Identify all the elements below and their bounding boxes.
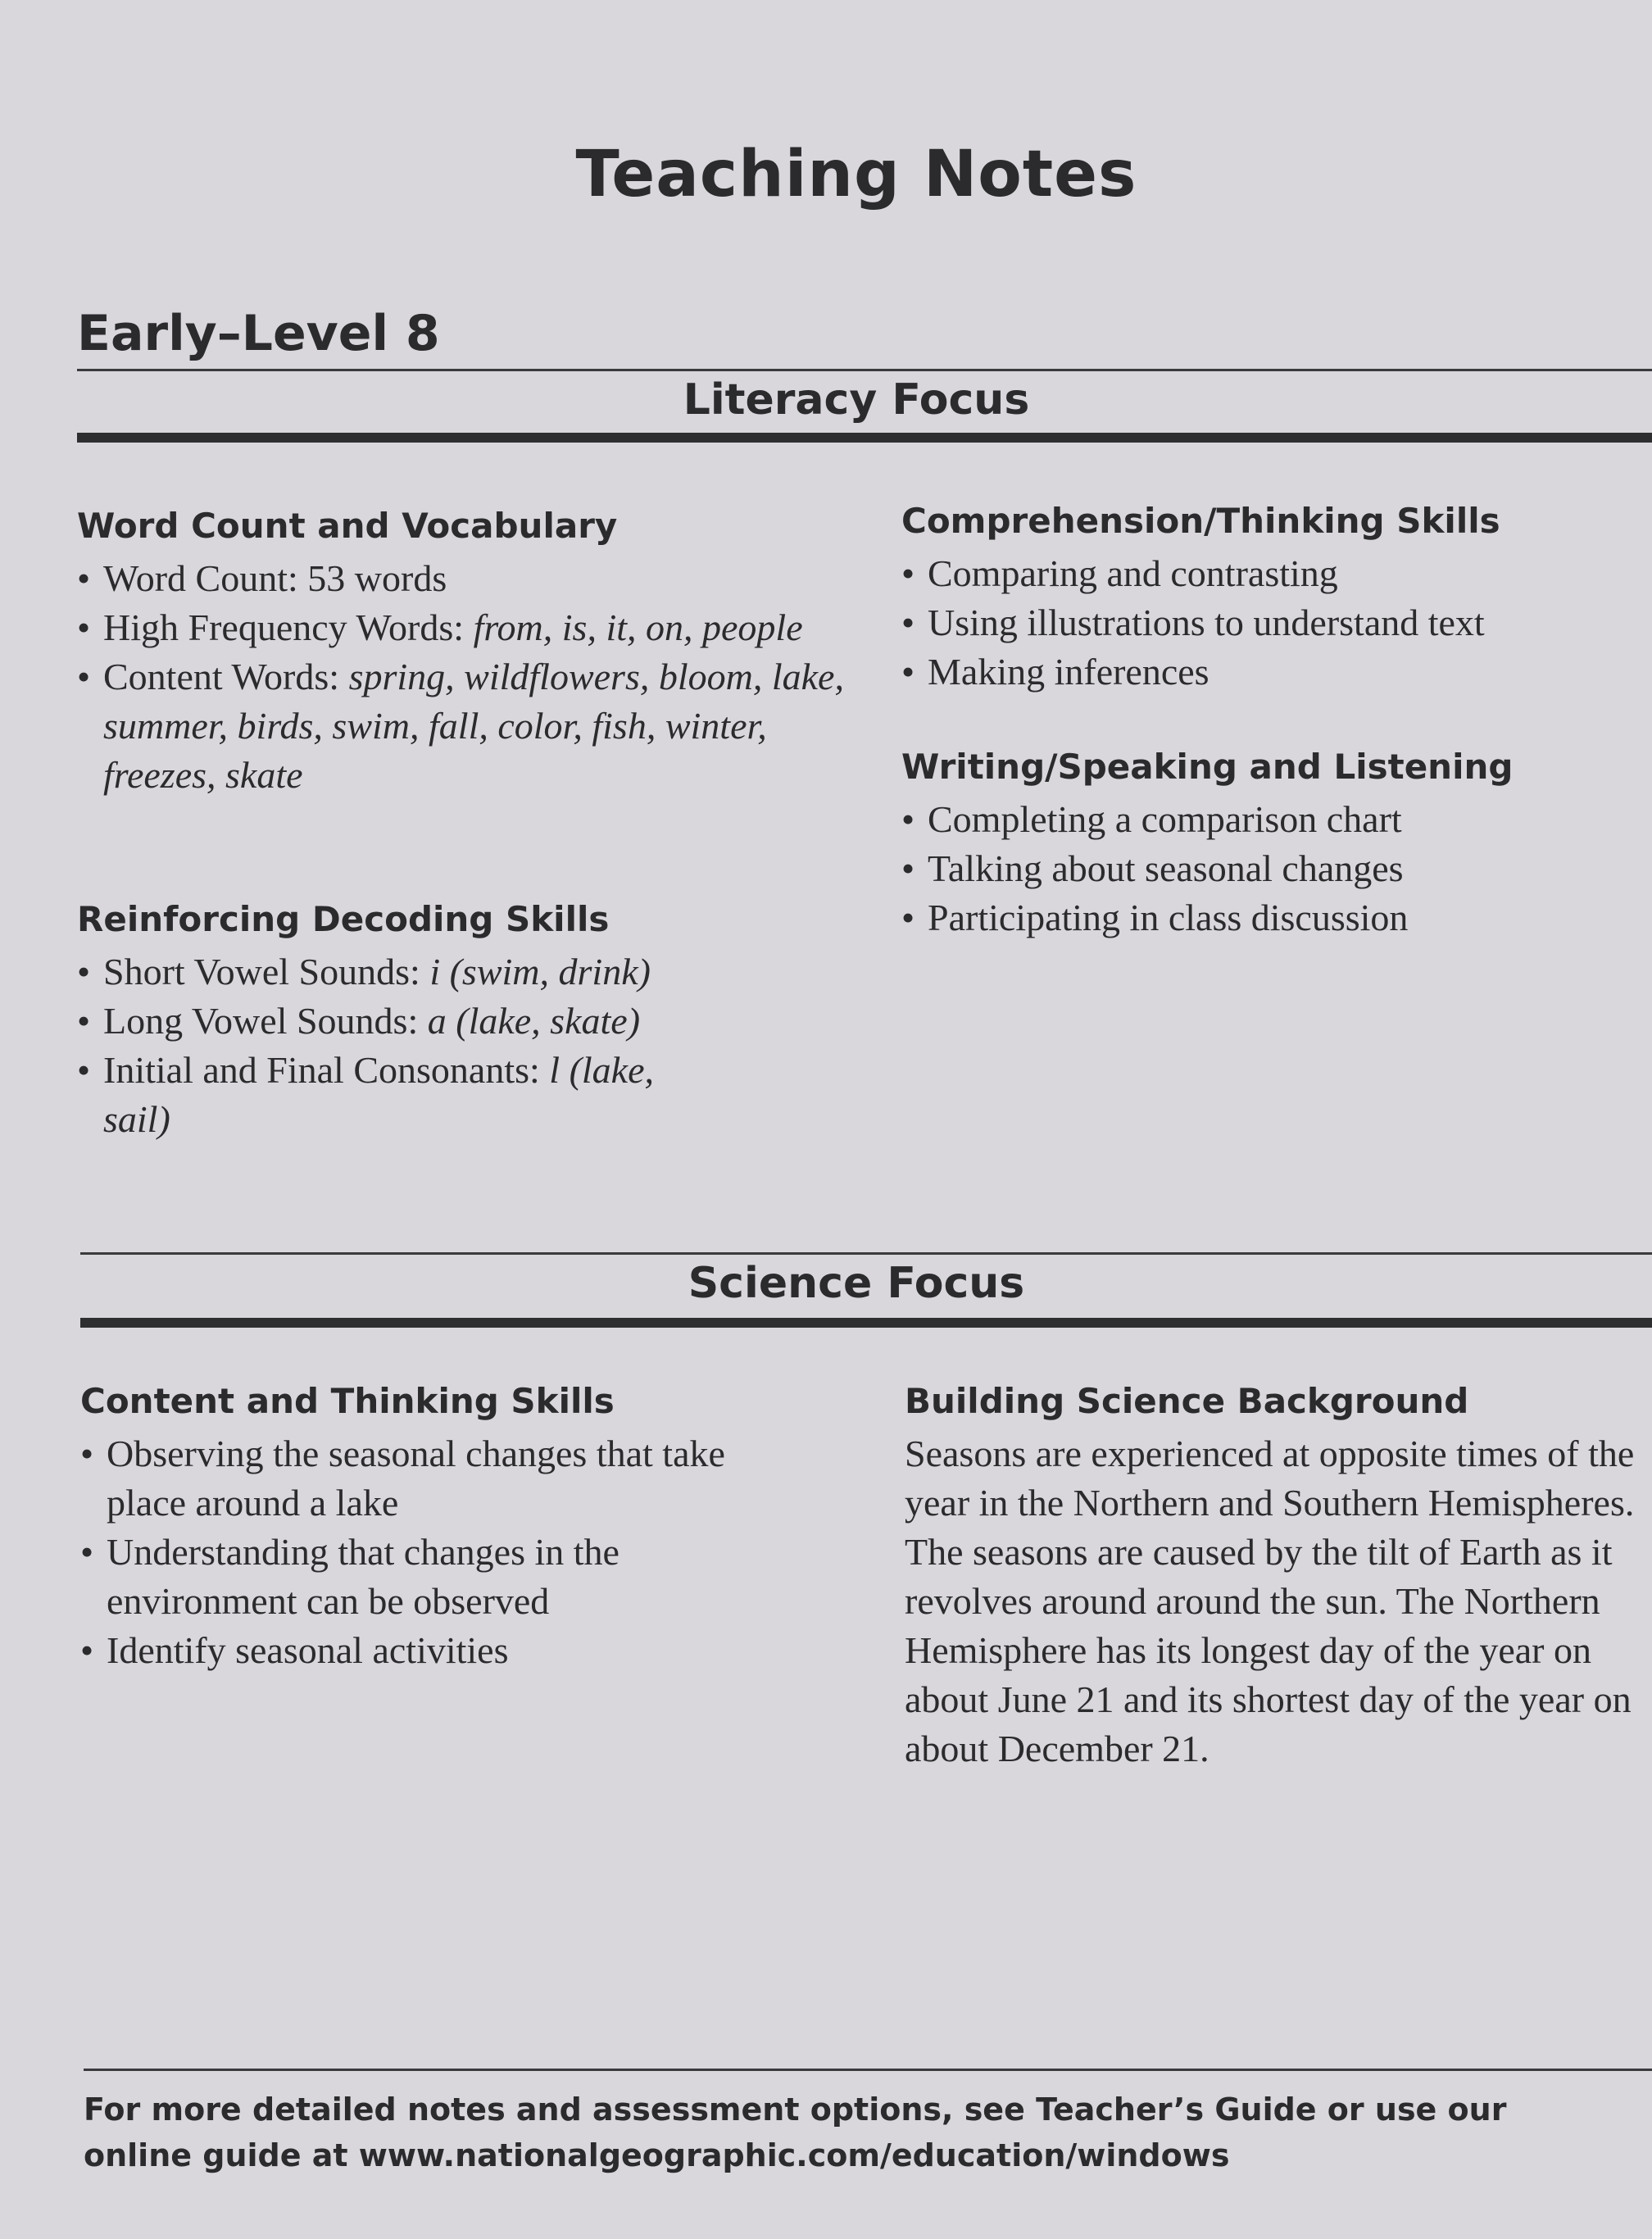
list-item: • Observing the seasonal changes that take place around a lake xyxy=(80,1433,725,1524)
list-item: • Making inferences xyxy=(901,651,1210,693)
list-item: • Understanding that changes in the environment can be observed xyxy=(80,1531,620,1622)
word-count-heading: Word Count and Vocabulary xyxy=(77,506,618,546)
list-item: • Short Vowel Sounds: i (swim, drink) xyxy=(77,951,651,992)
science-background-section xyxy=(905,1377,1642,1773)
list-item: • Using illustrations to understand text xyxy=(901,602,1485,643)
decoding-heading: Reinforcing Decoding Skills xyxy=(77,899,610,939)
decoding-section xyxy=(77,895,815,1144)
list-item: • Long Vowel Sounds: a (lake, skate) xyxy=(77,1000,641,1042)
writing-heading: Writing/Speaking and Listening xyxy=(901,747,1514,787)
list-item: • Comparing and contrasting xyxy=(901,552,1338,594)
word-count-section xyxy=(77,502,847,800)
science-background-text: Seasons are experienced at opposite times of the year in the Northern and Southern Hemispheres. The seasons are caused by the tilt of Earth as it revolves around around the sun. The Northern Hemisphere has its longest day of the year on about June 21 and its shortest day of the year on about December 21. xyxy=(905,1433,1635,1769)
list-item: • Content Words: spring, wildflowers, bloom, lake, summer, birds, swim, fall, color, fish, winter, freezes, skate xyxy=(77,656,844,796)
page-title: Teaching Notes xyxy=(575,138,1137,211)
science-focus-rule xyxy=(80,1318,1652,1328)
list-item: • High Frequency Words: from, is, it, on, people xyxy=(77,606,803,648)
science-top-rule xyxy=(80,1252,1652,1255)
literacy-focus-rule xyxy=(77,433,1652,443)
list-item: • Participating in class discussion xyxy=(901,897,1409,938)
level-heading: Early–Level 8 xyxy=(77,305,440,362)
list-item: • Initial and Final Consonants: l (lake, sail) xyxy=(77,1049,655,1140)
science-focus-heading: Science Focus xyxy=(688,1259,1025,1308)
science-background-heading: Building Science Background xyxy=(905,1381,1469,1421)
footer-note: For more detailed notes and assessment options, see Teacher’s Guide or use our online guide at www.nationalgeographic.com/education/windows xyxy=(84,2091,1507,2173)
list-item: • Identify seasonal activities xyxy=(80,1629,509,1671)
list-item: • Word Count: 53 words xyxy=(77,557,447,599)
literacy-focus-heading: Literacy Focus xyxy=(683,375,1030,425)
writing-section xyxy=(901,743,1639,942)
comprehension-heading: Comprehension/Thinking Skills xyxy=(901,501,1500,541)
level-rule xyxy=(77,369,1652,371)
list-item: • Talking about seasonal changes xyxy=(901,847,1404,889)
content-skills-heading: Content and Thinking Skills xyxy=(80,1381,615,1421)
content-skills-section xyxy=(80,1377,769,1675)
comprehension-section xyxy=(901,497,1639,697)
list-item: • Completing a comparison chart xyxy=(901,798,1402,840)
footer-rule xyxy=(84,2069,1652,2071)
